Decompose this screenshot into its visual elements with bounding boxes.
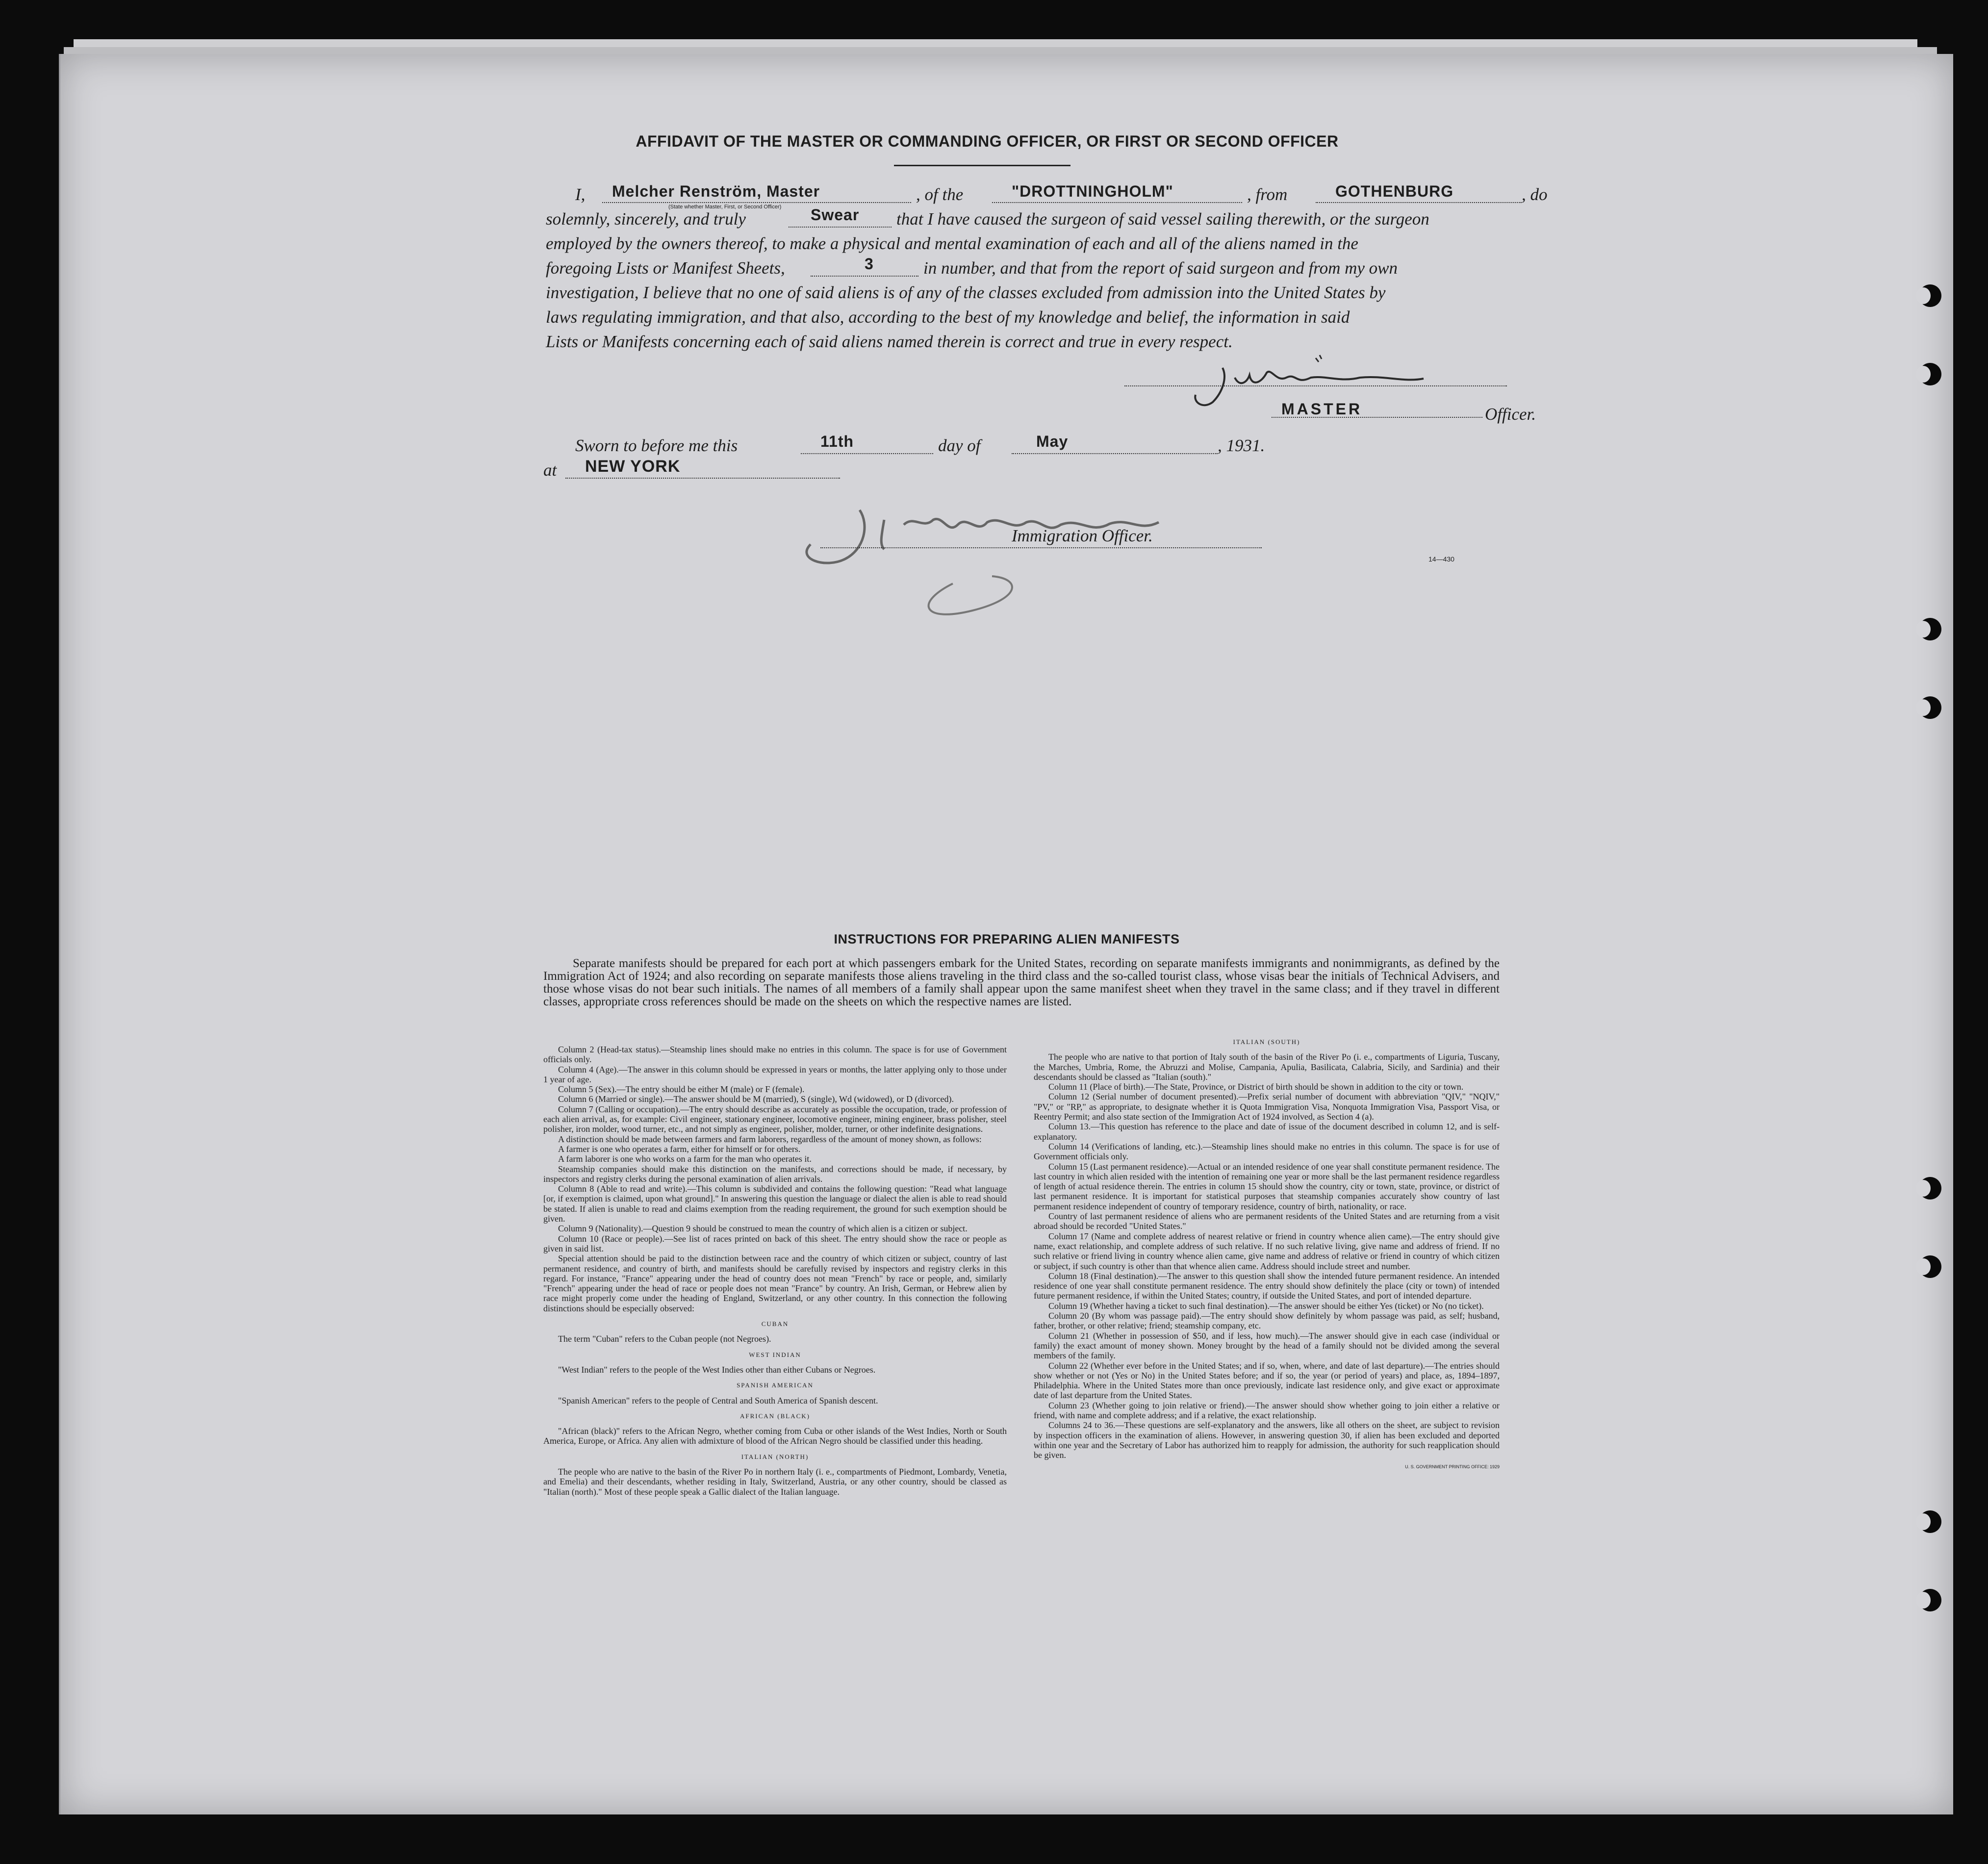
instructions-title: INSTRUCTIONS FOR PREPARING ALIEN MANIFESTS	[834, 932, 1180, 946]
instruction-paragraph: Column 23 (Whether going to join relative or friend).—The answer should show whether going to join either a relative or friend, with name and complete address; and if a relative, the exact relationship.	[1034, 1400, 1500, 1420]
printer-note: U. S. GOVERNMENT PRINTING OFFICE: 1929	[1405, 1464, 1500, 1470]
instructions-intro: Separate manifests should be prepared for each port at which passengers embark for the United States, recording on separate manifests immigrants and nonimmigrants, as defined by the Immigration Act of 1924; and also recording on separate manifests those aliens traveling in the third class and the so-called tourist class, whose visas bear the initials of Technical Advisers, and those whose visas do not bear such initials. The names of all members of a family shall appear upon the same manifest sheet when they travel in the same class; and if they travel in different classes, appropriate cross references should be made on the sheets on which the respective names are listed.	[543, 957, 1500, 1008]
vessel-name-field: "DROTTNINGHOLM"	[1012, 182, 1173, 200]
instruction-paragraph: Column 6 (Married or single).—The answer should be M (married), S (single), Wd (widowed), or D (divorced).	[558, 1094, 954, 1104]
text-do: , do	[1522, 185, 1548, 204]
sworn-day-field: 11th	[820, 433, 854, 450]
instruction-paragraph: Column 20 (By whom was passage paid).—The entry should show definitely by whom passage was paid, as self; husband, father, brother, or other relative; friend; steamship company, etc.	[1034, 1311, 1500, 1331]
text-line6: laws regulating immigration, and that also, according to the best of my knowledge and belief, the information in said	[546, 307, 1350, 327]
text-day-of: day of	[938, 436, 981, 455]
instruction-paragraph: A farmer is one who operates a farm, either for himself or for others.	[558, 1144, 801, 1154]
instruction-paragraph: "West Indian" refers to the people of the West Indies other than either Cubans or Negroes.	[558, 1364, 876, 1375]
text-from: , from	[1247, 185, 1288, 204]
text-line2a: solemnly, sincerely, and truly	[546, 209, 746, 229]
instruction-paragraph: "Spanish American" refers to the people of Central and South America of Spanish descent.	[558, 1395, 878, 1405]
text-of-the: , of the	[916, 185, 964, 204]
text-line4b: in number, and that from the report of said surgeon and from my own	[923, 258, 1398, 278]
binder-hole	[1919, 284, 1941, 307]
instruction-paragraph: Column 19 (Whether having a ticket to such final destination).—The answer should be either Yes (ticket) or No (no ticket).	[1048, 1301, 1484, 1311]
instruction-paragraph: Columns 24 to 36.—These questions are self-explanatory and the answers, like all others on the sheet, are subject to revision by inspection officers in the examination of aliens. However, in answering question 30, if alien has been excluded and deported within one year and the Secretary of Labor has authorized him to reapply for admission, the authority for such reapplication should be given.	[1034, 1420, 1500, 1460]
text-line4a: foregoing Lists or Manifest Sheets,	[546, 258, 785, 278]
instruction-paragraph: Column 5 (Sex).—The entry should be either M (male) or F (female).	[558, 1084, 805, 1095]
instruction-paragraph: The people who are native to the basin of the River Po in northern Italy (i. e., compartments of Piedmont, Lombardy, Venetia, and Emelia) and their descendants, whether residing in Italy, Switzerland, Austria, or any other country, should be classed as "Italian (north)." Most of these people speak a Gallic dialect of the Italian language.	[543, 1466, 1007, 1497]
section-heading-african: AFRICAN (BLACK)	[739, 1412, 811, 1420]
section-heading-spanish-american: SPANISH AMERICAN	[737, 1381, 814, 1389]
text-line5: investigation, I believe that no one of said aliens is of any of the classes excluded from admission into the United States by	[546, 283, 1386, 302]
sworn-place-field: NEW YORK	[585, 457, 681, 476]
instructions-right-column	[1034, 1037, 1500, 1472]
instruction-paragraph: "African (black)" refers to the African Negro, whether coming from Cuba or other islands of the West Indies, North or South America, Europe, or Africa. Any alien with admixture of blood of the African Negro should be classified under this heading.	[543, 1426, 1007, 1446]
section-heading-west-indian: WEST INDIAN	[749, 1351, 801, 1358]
form-number: 14—430	[1428, 555, 1454, 563]
binder-hole	[1919, 1510, 1941, 1533]
binder-hole	[1919, 1177, 1941, 1200]
section-heading-cuban: CUBAN	[761, 1320, 789, 1328]
instruction-paragraph: Country of last permanent residence of aliens who are permanent residents of the United States and are returning from a visit abroad should be recorded "United States."	[1034, 1211, 1500, 1231]
instruction-paragraph: A distinction should be made between farmers and farm laborers, regardless of the amount of money shown, as follows:	[558, 1134, 982, 1144]
instruction-paragraph: Column 22 (Whether ever before in the United States; and if so, when, where, and date of last departure).—The entries should show whether or not (Yes or No) in the United States before; and if so, the year (or period of years) and place, as, 1894–1897, Philadelphia. Where in the United States more than once previously, indicate last residence only, and give exact or approximate date of last departure from the United States.	[1034, 1360, 1500, 1401]
section-heading-italian-south: ITALIAN (SOUTH)	[1233, 1038, 1300, 1046]
text-line2b: that I have caused the surgeon of said vessel sailing therewith, or the surgeon	[896, 209, 1429, 229]
instruction-paragraph: Column 2 (Head-tax status).—Steamship lines should make no entries in this column. The space is for use of Government officials only.	[543, 1045, 1007, 1065]
document-page	[59, 54, 1953, 1814]
instruction-paragraph: Column 15 (Last permanent residence).—Actual or an intended residence of one year shall constitute permanent residence. The last country in which alien resided with the intention of remaining one year or more shall be the last permanent residence regardless of length of actual residence therein. The entries in column 15 should show the country, city or town, state, province, or district of last permanent residence. It is important for statistical purposes that steamship companies accurately show country of last permanent residence independent of country of temporary residence, country of birth, nationality, or race.	[1034, 1161, 1500, 1211]
instructions-left-column	[543, 1045, 1007, 1497]
officer-name-field: Melcher Renström, Master	[612, 182, 820, 200]
port-field: GOTHENBURG	[1335, 182, 1454, 200]
instruction-paragraph: Column 7 (Calling or occupation).—The entry should describe as accurately as possible the occupation, trade, or profession of each alien arrival, as, for example: Civil engineer, stationary engineer, locomotive engineer, mining engineer, brass polisher, steel polisher, iron molder, wood turner, etc., and not simply as engineer, polisher, molder, turner, or other indefinite designations.	[543, 1104, 1007, 1134]
instruction-paragraph: Column 11 (Place of birth).—The State, Province, or District of birth should be shown in addition to the city or town.	[1048, 1082, 1464, 1092]
instruction-paragraph: Column 17 (Name and complete address of nearest relative or friend in country whence alien came).—The entry should give name, exact relationship, and complete address of such relative. If no such relative living, give name and address of friend. If no such relative or friend living in country whence alien came, give name and address of relative or friend in country of which citizen or subject, if such country is other than that whence alien came. Address should include street and number.	[1034, 1231, 1500, 1271]
instruction-paragraph: Steamship companies should make this distinction on the manifests, and corrections should be made, if necessary, by inspectors and registry clerks during the personal examination of alien arrivals.	[543, 1164, 1007, 1184]
text-year: , 1931.	[1218, 436, 1265, 455]
immigration-officer-signature	[766, 495, 1281, 642]
binder-hole	[1919, 1255, 1941, 1278]
instruction-paragraph: Column 18 (Final destination).—The answer to this question shall show the intended future permanent residence. An intended residence of one year shall constitute permanent residence. The entry should show definitely the place (city or town) of intended future permanent residence, if within the United States; country, if outside the United States, and port of intended departure.	[1034, 1271, 1500, 1301]
sworn-month-field: May	[1036, 433, 1069, 450]
title-rule	[894, 165, 1070, 166]
officer-name-note: (State whether Master, First, or Second Officer)	[668, 204, 782, 210]
instruction-paragraph: Column 13.—This question has reference to the place and date of issue of the document described in column 12, and is self-explanatory.	[1034, 1122, 1500, 1142]
binder-hole	[1919, 363, 1941, 385]
text-sworn: Sworn to before me this	[575, 436, 738, 455]
instruction-paragraph: Column 14 (Verifications of landing, etc.).—Steamship lines should make no entries in this column. The space is for use of Government officials only.	[1034, 1141, 1500, 1162]
instruction-paragraph: Column 12 (Serial number of document presented).—Prefix serial number of document with abbreviation "QIV," "NQIV," "PV," or "RP," as appropriate, to designate whether it is Quota Immigration Visa, Nonquota Immigration Visa, Passport Visa, or Reentry Permit; and also state section of the Immigration Act of 1924 involved, as Section 4 (a).	[1034, 1092, 1500, 1122]
officer-label: Officer.	[1485, 405, 1536, 424]
instruction-paragraph: The people who are native to that portion of Italy south of the basin of the River Po (i. e., compartments of Liguria, Tuscany, the Marches, Umbria, Rome, the Abruzzi and Molise, Campania, Apulia, Basilicata, Calabria, Sicily, and Sardinia) and their descendants should be classed as "Italian (south)."	[1034, 1052, 1500, 1082]
text-line3: employed by the owners thereof, to make a physical and mental examination of each and all of the aliens named in the	[546, 234, 1358, 253]
section-heading-italian-north: ITALIAN (NORTH)	[741, 1453, 809, 1460]
instruction-paragraph: Column 4 (Age).—The answer in this column should be expressed in years or months, the latter applying only to those under 1 year of age.	[543, 1064, 1007, 1084]
instruction-paragraph: Special attention should be paid to the distinction between race and the country of which citizen or subject, country of last permanent residence, and country of birth, and manifests should be carefully revised by inspectors and registry clerks in this regard. For instance, "France" appearing under the head of country does not mean "French" by race or people, and, similarly "French" appearing under the head of race or people does not mean "France" by country. An Irish, German, or Hebrew alien by race might properly come under the heading of England, Switzerland, or any other country. In this connection the following distinctions should be especially observed:	[543, 1253, 1007, 1313]
instruction-paragraph: Column 21 (Whether in possession of $50, and if less, how much).—The answer should give in each case (individual or family) the exact amount of money shown. Money brought by the head of a family should not be divided among the several members of the family.	[1034, 1330, 1500, 1361]
instruction-paragraph: A farm laborer is one who works on a farm for the man who operates it.	[558, 1154, 812, 1164]
immigration-officer-label: Immigration Officer.	[1012, 526, 1153, 545]
instruction-paragraph: Column 9 (Nationality).—Question 9 should be construed to mean the country of which alien is a citizen or subject.	[558, 1224, 968, 1234]
text-line7: Lists or Manifests concerning each of said aliens named therein is correct and true in every respect.	[546, 332, 1233, 351]
binder-hole	[1919, 1589, 1941, 1611]
binder-hole	[1919, 618, 1941, 640]
text-at: at	[543, 460, 557, 480]
binder-hole	[1919, 696, 1941, 719]
affidavit-title: AFFIDAVIT OF THE MASTER OR COMMANDING OFFICER, OR FIRST OR SECOND OFFICER	[636, 132, 1339, 150]
instruction-paragraph: Column 10 (Race or people).—See list of races printed on back of this sheet. The entry should show the race or people as given in said list.	[543, 1233, 1007, 1253]
instruction-paragraph: The term "Cuban" refers to the Cuban people (not Negroes).	[558, 1334, 771, 1344]
text-i: I,	[575, 185, 586, 204]
officer-title-field: MASTER	[1281, 400, 1363, 418]
sheet-count-field: 3	[865, 255, 874, 273]
instruction-paragraph: Column 8 (Able to read and write).—This column is subdivided and contains the following question: "Read what language [or, if exemption is claimed, upon what ground]." In answering this question the language or dialect the alien is able to read should be stated. If alien is unable to read and claims exemption from the reading requirement, the ground for such exemption should be given.	[543, 1184, 1007, 1224]
oath-field: Swear	[811, 206, 860, 224]
